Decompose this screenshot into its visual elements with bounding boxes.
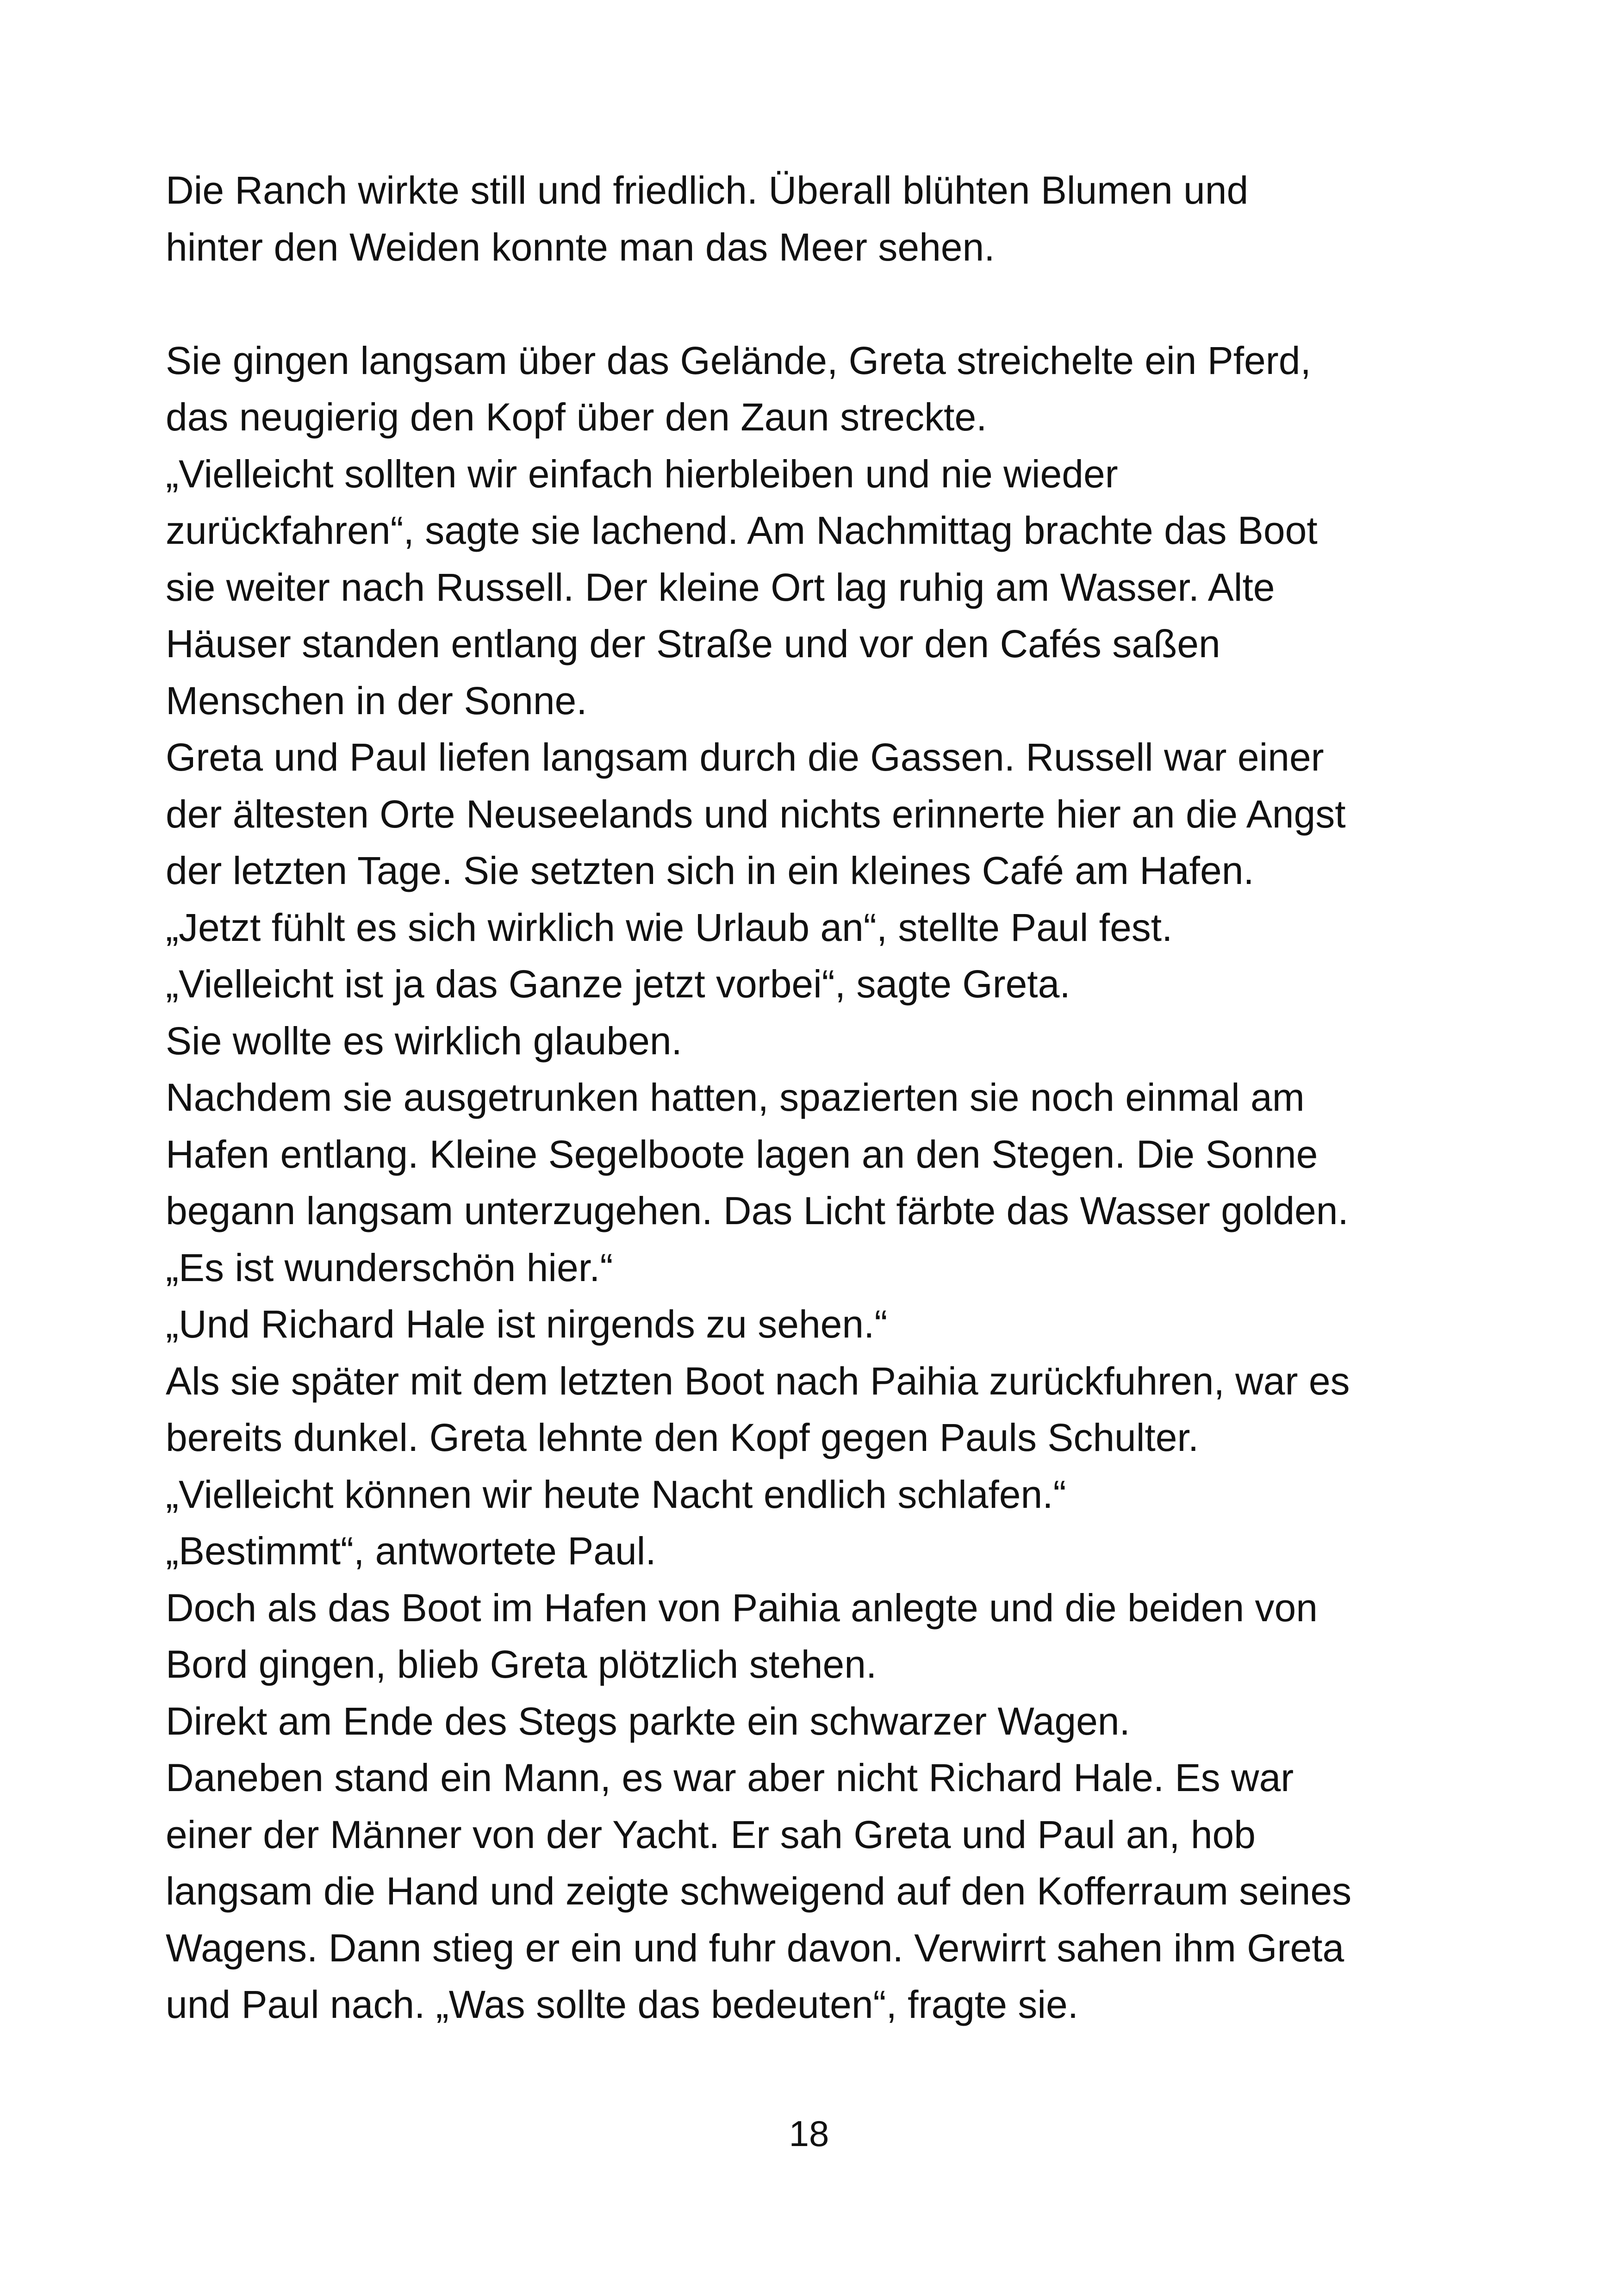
text-line: Greta und Paul liefen langsam durch die Gassen. Russell war einer <box>166 735 1324 779</box>
text-line: „Vielleicht können wir heute Nacht endlich schlafen.“ <box>166 1472 1066 1516</box>
page-number: 18 <box>789 2113 829 2154</box>
text-line: sie weiter nach Russell. Der kleine Ort lag ruhig am Wasser. Alte <box>166 565 1275 609</box>
text-line: Sie gingen langsam über das Gelände, Greta streichelte ein Pferd, <box>166 338 1311 382</box>
text-line: „Jetzt fühlt es sich wirklich wie Urlaub an“, stellte Paul fest. <box>166 905 1173 949</box>
text-line: Die Ranch wirkte still und friedlich. Überall blühten Blumen und <box>166 168 1249 212</box>
text-line: Nachdem sie ausgetrunken hatten, spazierten sie noch einmal am <box>166 1076 1305 1119</box>
text-line: „Bestimmt“, antwortete Paul. <box>166 1529 656 1573</box>
text-line: Sie wollte es wirklich glauben. <box>166 1019 682 1063</box>
text-line: „Es ist wunderschön hier.“ <box>166 1245 613 1289</box>
text-line: Hafen entlang. Kleine Segelboote lagen an den Stegen. Die Sonne <box>166 1132 1318 1176</box>
text-line: und Paul nach. „Was sollte das bedeuten“, fragte sie. <box>166 1983 1079 2026</box>
text-line: bereits dunkel. Greta lehnte den Kopf gegen Pauls Schulter. <box>166 1416 1199 1459</box>
text-line: hinter den Weiden konnte man das Meer sehen. <box>166 225 995 269</box>
text-line: zurückfahren“, sagte sie lachend. Am Nachmittag brachte das Boot <box>166 509 1318 552</box>
text-line: „Vielleicht ist ja das Ganze jetzt vorbei“, sagte Greta. <box>166 962 1070 1006</box>
text-line: Daneben stand ein Mann, es war aber nicht Richard Hale. Es war <box>166 1756 1294 1799</box>
text-line: Als sie später mit dem letzten Boot nach Paihia zurückfuhren, war es <box>166 1359 1350 1403</box>
text-line: Häuser standen entlang der Straße und vor den Cafés saßen <box>166 622 1220 666</box>
text-line: Direkt am Ende des Stegs parkte ein schwarzer Wagen. <box>166 1699 1130 1743</box>
text-line: Wagens. Dann stieg er ein und fuhr davon. Verwirrt sahen ihm Greta <box>166 1926 1344 1970</box>
text-line: „Und Richard Hale ist nirgends zu sehen.“ <box>166 1302 888 1346</box>
text-line: der ältesten Orte Neuseelands und nichts erinnerte hier an die Angst <box>166 792 1346 836</box>
text-line: Menschen in der Sonne. <box>166 678 587 722</box>
text-line: das neugierig den Kopf über den Zaun streckte. <box>166 395 987 439</box>
text-line: einer der Männer von der Yacht. Er sah Greta und Paul an, hob <box>166 1812 1256 1856</box>
blank-line <box>166 275 1508 332</box>
text-line: Bord gingen, blieb Greta plötzlich stehen. <box>166 1643 877 1686</box>
text-line: Doch als das Boot im Hafen von Paihia anlegte und die beiden von <box>166 1586 1318 1630</box>
text-line: „Vielleicht sollten wir einfach hierbleiben und nie wieder <box>166 452 1118 496</box>
text-line: langsam die Hand und zeigte schweigend auf den Kofferraum seines <box>166 1869 1352 1913</box>
text-line: begann langsam unterzugehen. Das Licht färbte das Wasser golden. <box>166 1189 1349 1232</box>
text-line: der letzten Tage. Sie setzten sich in ein kleines Café am Hafen. <box>166 849 1254 892</box>
body-text <box>166 162 1508 2033</box>
